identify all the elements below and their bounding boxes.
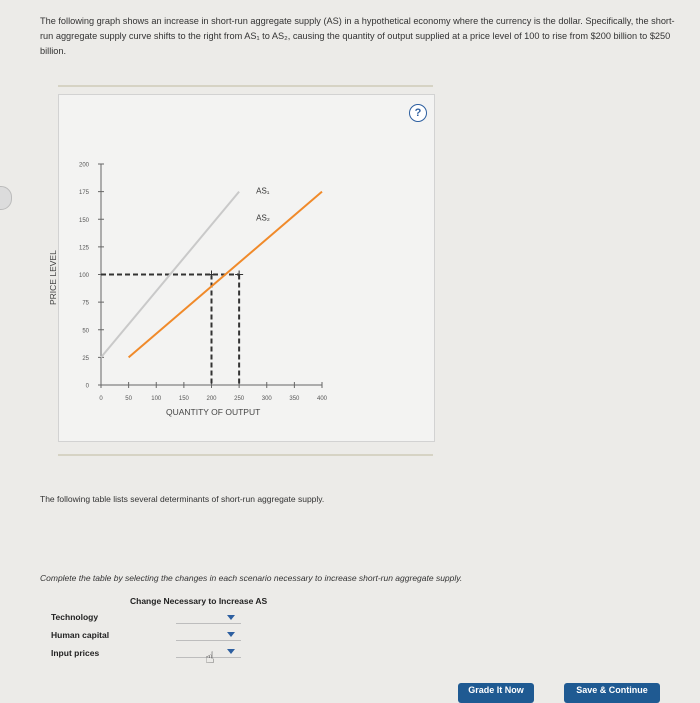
human-capital-dropdown[interactable] bbox=[176, 628, 241, 641]
y-tick-label-75: 75 bbox=[82, 300, 89, 307]
grade-it-now-button[interactable]: Grade It Now bbox=[458, 683, 534, 703]
y-tick-label-25: 25 bbox=[82, 355, 89, 362]
y-tick-label-100: 100 bbox=[78, 273, 89, 279]
x-tick-label-100: 100 bbox=[151, 396, 162, 402]
series-label-as1: AS₁ bbox=[256, 186, 270, 196]
x-tick-label-300: 300 bbox=[261, 396, 272, 402]
save-continue-button[interactable]: Save & Continue bbox=[564, 683, 660, 703]
technology-dropdown[interactable] bbox=[176, 611, 241, 624]
y-tick-label-150: 150 bbox=[78, 217, 89, 224]
table-intro-text: The following table lists several determinants of short-run aggregate supply. bbox=[40, 494, 325, 504]
help-button[interactable]: ? bbox=[409, 104, 427, 122]
x-tick-label-350: 350 bbox=[289, 396, 300, 402]
instructions-text: Complete the table by selecting the changes in each scenario necessary to increase short-run aggregate supply. bbox=[40, 573, 463, 583]
y-axis-title: PRICE LEVEL bbox=[48, 250, 58, 305]
y-tick-label-125: 125 bbox=[78, 245, 89, 252]
row-label-technology: Technology bbox=[51, 612, 99, 622]
divider-bottom bbox=[58, 454, 433, 456]
x-tick-label-0: 0 bbox=[99, 396, 103, 402]
x-tick-label-150: 150 bbox=[178, 396, 189, 402]
x-tick-label-250: 250 bbox=[234, 396, 245, 402]
y-tick-label-175: 175 bbox=[78, 190, 89, 197]
y-tick-label-0: 0 bbox=[85, 383, 89, 390]
x-axis-title: QUANTITY OF OUTPUT bbox=[166, 407, 261, 417]
hand-pointer-icon: ☝ bbox=[205, 650, 215, 667]
x-tick-label-400: 400 bbox=[316, 396, 328, 402]
series-label-as2: AS₂ bbox=[256, 213, 270, 223]
row-label-input-prices: Input prices bbox=[51, 648, 100, 658]
x-tick-label-200: 200 bbox=[206, 396, 217, 402]
column-header: Change Necessary to Increase AS bbox=[130, 596, 268, 606]
y-tick-label-50: 50 bbox=[82, 328, 89, 335]
x-tick-label-50: 50 bbox=[125, 396, 132, 402]
y-tick-label-200: 200 bbox=[78, 162, 89, 169]
intro-text: The following graph shows an increase in short-run aggregate supply (AS) in a hypothetical economy where the currency is the dollar. Specifically, the short-run aggregate supply curve shifts to the right from AS₁ to AS₂, causing the quantity of output supplied at a price level of 100 to rise from $200 billion to $250 billion. bbox=[40, 16, 675, 56]
row-label-human-capital: Human capital bbox=[51, 630, 110, 640]
